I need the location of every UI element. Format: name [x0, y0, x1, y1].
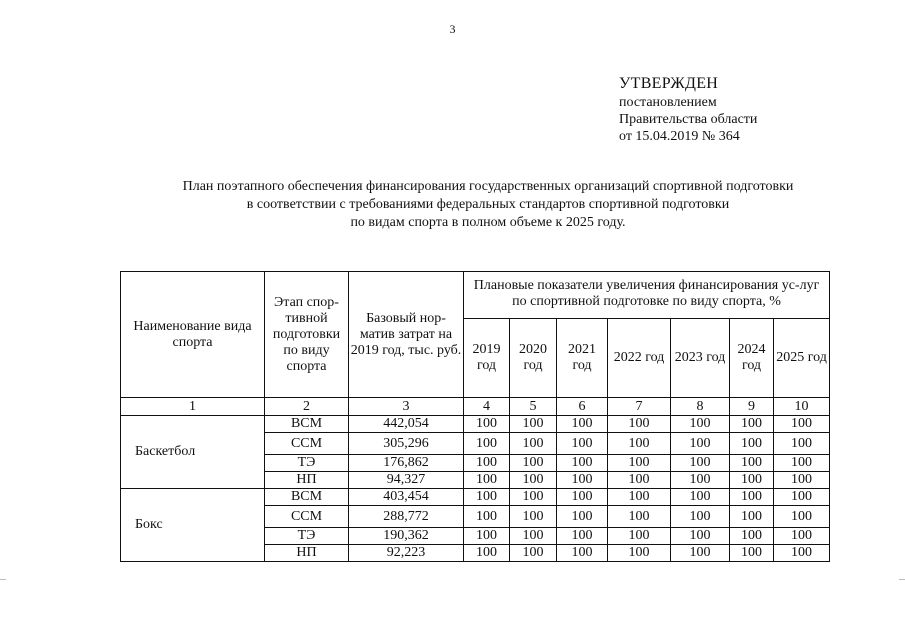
column-number: 4 [464, 398, 510, 416]
percent-cell: 100 [671, 455, 730, 472]
percent-cell: 100 [510, 455, 557, 472]
percent-cell: 100 [464, 545, 510, 562]
percent-cell: 100 [464, 489, 510, 506]
percent-cell: 100 [730, 416, 774, 433]
percent-cell: 100 [730, 506, 774, 528]
percent-cell: 100 [557, 416, 608, 433]
percent-cell: 100 [464, 433, 510, 455]
approval-stamp-block [619, 74, 757, 145]
percent-cell: 100 [671, 545, 730, 562]
header-year: 2021 год [557, 319, 608, 398]
percent-cell: 100 [510, 545, 557, 562]
percent-cell: 100 [774, 416, 830, 433]
percent-cell: 100 [464, 472, 510, 489]
stage-cell: ССМ [265, 433, 349, 455]
percent-cell: 100 [557, 506, 608, 528]
percent-cell: 100 [557, 489, 608, 506]
base-cost-cell: 190,362 [349, 528, 464, 545]
table-body [121, 398, 830, 562]
percent-cell: 100 [608, 489, 671, 506]
title-line-2: в соответствии с требованиями федеральных стандартов спортивной подготовки [246, 197, 730, 212]
percent-cell: 100 [671, 528, 730, 545]
percent-cell: 100 [774, 489, 830, 506]
percent-cell: 100 [774, 433, 830, 455]
title-line-1: План поэтапного обеспечения финансирования государственных организаций спортивной подготовки [182, 179, 794, 194]
column-number: 1 [121, 398, 265, 416]
percent-cell: 100 [671, 506, 730, 528]
stage-cell: ВСМ [265, 416, 349, 433]
percent-cell: 100 [557, 455, 608, 472]
column-number: 6 [557, 398, 608, 416]
base-cost-cell: 288,772 [349, 506, 464, 528]
percent-cell: 100 [671, 433, 730, 455]
scan-edge-mark-right [899, 579, 905, 580]
percent-cell: 100 [671, 472, 730, 489]
approval-line-2: Правительства области [619, 112, 758, 127]
base-cost-cell: 176,862 [349, 455, 464, 472]
percent-cell: 100 [464, 455, 510, 472]
percent-cell: 100 [774, 472, 830, 489]
header-year: 2022 год [608, 319, 671, 398]
percent-cell: 100 [510, 433, 557, 455]
stage-cell: ТЭ [265, 528, 349, 545]
percent-cell: 100 [730, 489, 774, 506]
title-line-3: по видам спорта в полном объеме к 2025 году. [350, 215, 626, 230]
stage-cell: НП [265, 472, 349, 489]
percent-cell: 100 [730, 528, 774, 545]
percent-cell: 100 [608, 545, 671, 562]
percent-cell: 100 [464, 528, 510, 545]
base-cost-cell: 94,327 [349, 472, 464, 489]
table-row [121, 416, 830, 433]
percent-cell: 100 [464, 506, 510, 528]
header-year: 2024 год [730, 319, 774, 398]
header-base-cost: Базовый нор-матив затрат на 2019 год, тыс. руб. [349, 272, 464, 398]
percent-cell: 100 [608, 416, 671, 433]
percent-cell: 100 [510, 489, 557, 506]
sport-name-cell: Баскетбол [121, 416, 265, 489]
percent-cell: 100 [774, 528, 830, 545]
percent-cell: 100 [608, 433, 671, 455]
column-number: 8 [671, 398, 730, 416]
base-cost-cell: 92,223 [349, 545, 464, 562]
stage-cell: ТЭ [265, 455, 349, 472]
header-year: 2025 год [774, 319, 830, 398]
percent-cell: 100 [557, 545, 608, 562]
document-title [100, 178, 876, 232]
percent-cell: 100 [774, 506, 830, 528]
percent-cell: 100 [774, 455, 830, 472]
column-number: 3 [349, 398, 464, 416]
percent-cell: 100 [510, 528, 557, 545]
stage-cell: ВСМ [265, 489, 349, 506]
table-header [121, 272, 830, 398]
percent-cell: 100 [730, 545, 774, 562]
base-cost-cell: 305,296 [349, 433, 464, 455]
base-cost-cell: 442,054 [349, 416, 464, 433]
percent-cell: 100 [464, 416, 510, 433]
approval-line-1: постановлением [619, 95, 717, 110]
percent-cell: 100 [510, 416, 557, 433]
percent-cell: 100 [608, 455, 671, 472]
percent-cell: 100 [774, 545, 830, 562]
percent-cell: 100 [608, 506, 671, 528]
base-cost-cell: 403,454 [349, 489, 464, 506]
percent-cell: 100 [730, 433, 774, 455]
column-number: 9 [730, 398, 774, 416]
column-number-row [121, 398, 830, 416]
percent-cell: 100 [671, 416, 730, 433]
column-number: 2 [265, 398, 349, 416]
scan-edge-mark-left [0, 579, 6, 580]
column-number: 7 [608, 398, 671, 416]
percent-cell: 100 [608, 528, 671, 545]
percent-cell: 100 [557, 528, 608, 545]
percent-cell: 100 [608, 472, 671, 489]
percent-cell: 100 [510, 472, 557, 489]
financing-plan-table [120, 271, 830, 562]
percent-cell: 100 [510, 506, 557, 528]
stage-cell: НП [265, 545, 349, 562]
header-plan-indicators: Плановые показатели увеличения финансирования ус-луг по спортивной подготовке по виду спорта, % [464, 272, 830, 319]
column-number: 10 [774, 398, 830, 416]
percent-cell: 100 [730, 455, 774, 472]
percent-cell: 100 [557, 433, 608, 455]
page-number: 3 [449, 22, 456, 36]
approval-line-3: от 15.04.2019 № 364 [619, 129, 740, 144]
stage-cell: ССМ [265, 506, 349, 528]
header-year: 2023 год [671, 319, 730, 398]
approval-stamp: УТВЕРЖДЕН [619, 75, 719, 92]
percent-cell: 100 [671, 489, 730, 506]
header-year: 2020 год [510, 319, 557, 398]
header-sport: Наименование вида спорта [121, 272, 265, 398]
table-row [121, 489, 830, 506]
percent-cell: 100 [557, 472, 608, 489]
percent-cell: 100 [730, 472, 774, 489]
column-number: 5 [510, 398, 557, 416]
header-year: 2019 год [464, 319, 510, 398]
sport-name-cell: Бокс [121, 489, 265, 562]
header-stage: Этап спор-тивной подготовки по виду спорта [265, 272, 349, 398]
